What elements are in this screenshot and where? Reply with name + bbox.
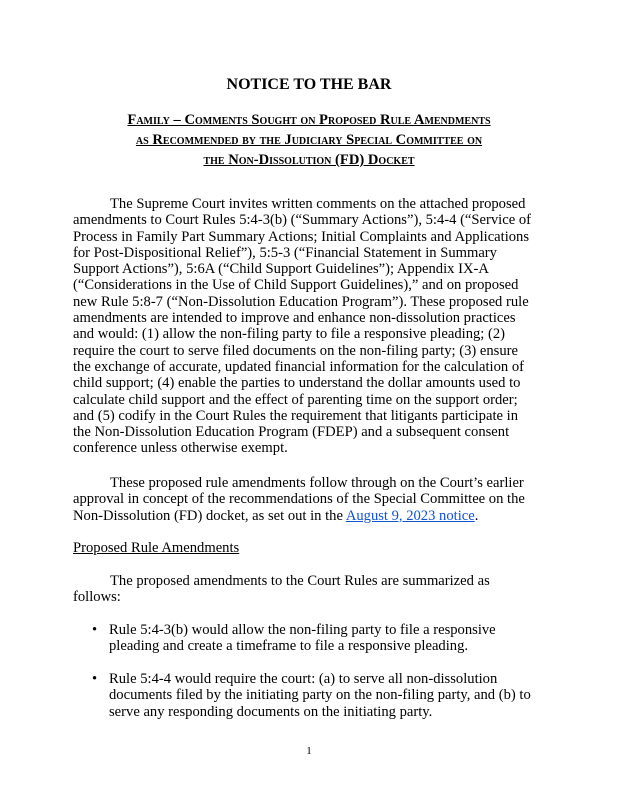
bullet-icon: • (92, 671, 98, 687)
paragraph-line: amendments to Court Rules 5:4-3(b) (“Summary Actions”), 5:4-4 (“Service of (73, 212, 531, 229)
notice-subtitle (73, 110, 545, 170)
paragraph-text: Non-Dissolution (FD) docket, as set out in the (73, 507, 346, 524)
section-heading: Proposed Rule Amendments (73, 540, 240, 556)
paragraph-line: The proposed amendments to the Court Rules are summarized as (110, 573, 490, 589)
list-item-line: Rule 5:4-3(b) would allow the non-filing party to file a responsive (109, 622, 496, 638)
paragraph-line: Process in Family Part Summary Actions; Initial Complaints and Applications (73, 228, 530, 245)
paragraph-line: amendments are intended to improve and enhance non-dissolution practices (73, 310, 516, 327)
paragraph-line: calculate child support and the effect of parenting time on the support order; (73, 391, 518, 408)
page-number: 1 (306, 745, 312, 757)
list-item-line: documents filed by the initiating party on the non-filing party, and (b) to (109, 687, 531, 704)
subtitle-line: as Recommended by the Judiciary Special Committee on (135, 132, 483, 148)
list-item-line: Rule 5:4-4 would require the court: (a) to serve all non-dissolution (109, 671, 498, 687)
paragraph-text: . (474, 507, 479, 524)
list-item-line: serve any responding documents on the initiating party. (109, 703, 433, 720)
paragraph-line: These proposed rule amendments follow through on the Court’s earlier (110, 475, 524, 491)
subtitle-line: Family – Comments Sought on Proposed Rule Amendments (127, 112, 491, 128)
paragraph-line: and (5) codify in the Court Rules the requirement that litigants participate in (73, 407, 518, 424)
paragraph-line: follows: (73, 589, 121, 606)
list-item-text (109, 622, 496, 655)
paragraph-line: and would: (1) allow the non-filing party to file a responsive pleading; (2) (73, 326, 506, 343)
paragraph-line: new Rule 5:8-7 (“Non-Dissolution Education Program”). These proposed rule (73, 293, 529, 310)
notice-title: NOTICE TO THE BAR (226, 76, 392, 93)
followthrough-paragraph (73, 475, 545, 524)
paragraph-line: approval in concept of the recommendations of the Special Committee on the (73, 491, 525, 508)
paragraph-line (73, 508, 545, 524)
paragraph-line: Support Actions”), 5:6A (“Child Support Guidelines”); Appendix IX-A (73, 261, 489, 278)
paragraph-line: child support; (4) enable the parties to understand the dollar amounts used to (73, 375, 521, 392)
paragraph-line: The Supreme Court invites written comments on the attached proposed (110, 196, 526, 212)
subtitle-line: the Non-Dissolution (FD) Docket (203, 152, 415, 168)
paragraph-line: the Non-Dissolution Education Program (FDEP) and a subsequent consent (73, 424, 510, 441)
list-item-line: pleading and create a timeframe to file a responsive pleading. (109, 638, 469, 655)
bullet-icon: • (92, 622, 98, 638)
paragraph-line: (“Considerations in the Use of Child Support Guidelines),” and on proposed (73, 277, 519, 294)
paragraph-line: require the court to serve filed documents on the non-filing party; (3) ensure (73, 342, 518, 359)
paragraph-line: the exchange of accurate, updated financial information for the calculation of (73, 358, 524, 375)
paragraph-line: conference unless otherwise exempt. (73, 440, 288, 457)
intro-paragraph (73, 196, 545, 457)
summary-paragraph (73, 573, 545, 606)
list-item-text (109, 671, 531, 720)
paragraph-line: for Post-Dispositional Relief”), 5:5-3 (“Financial Statement in Summary (73, 244, 497, 261)
august-notice-link[interactable]: August 9, 2023 notice (345, 507, 475, 524)
